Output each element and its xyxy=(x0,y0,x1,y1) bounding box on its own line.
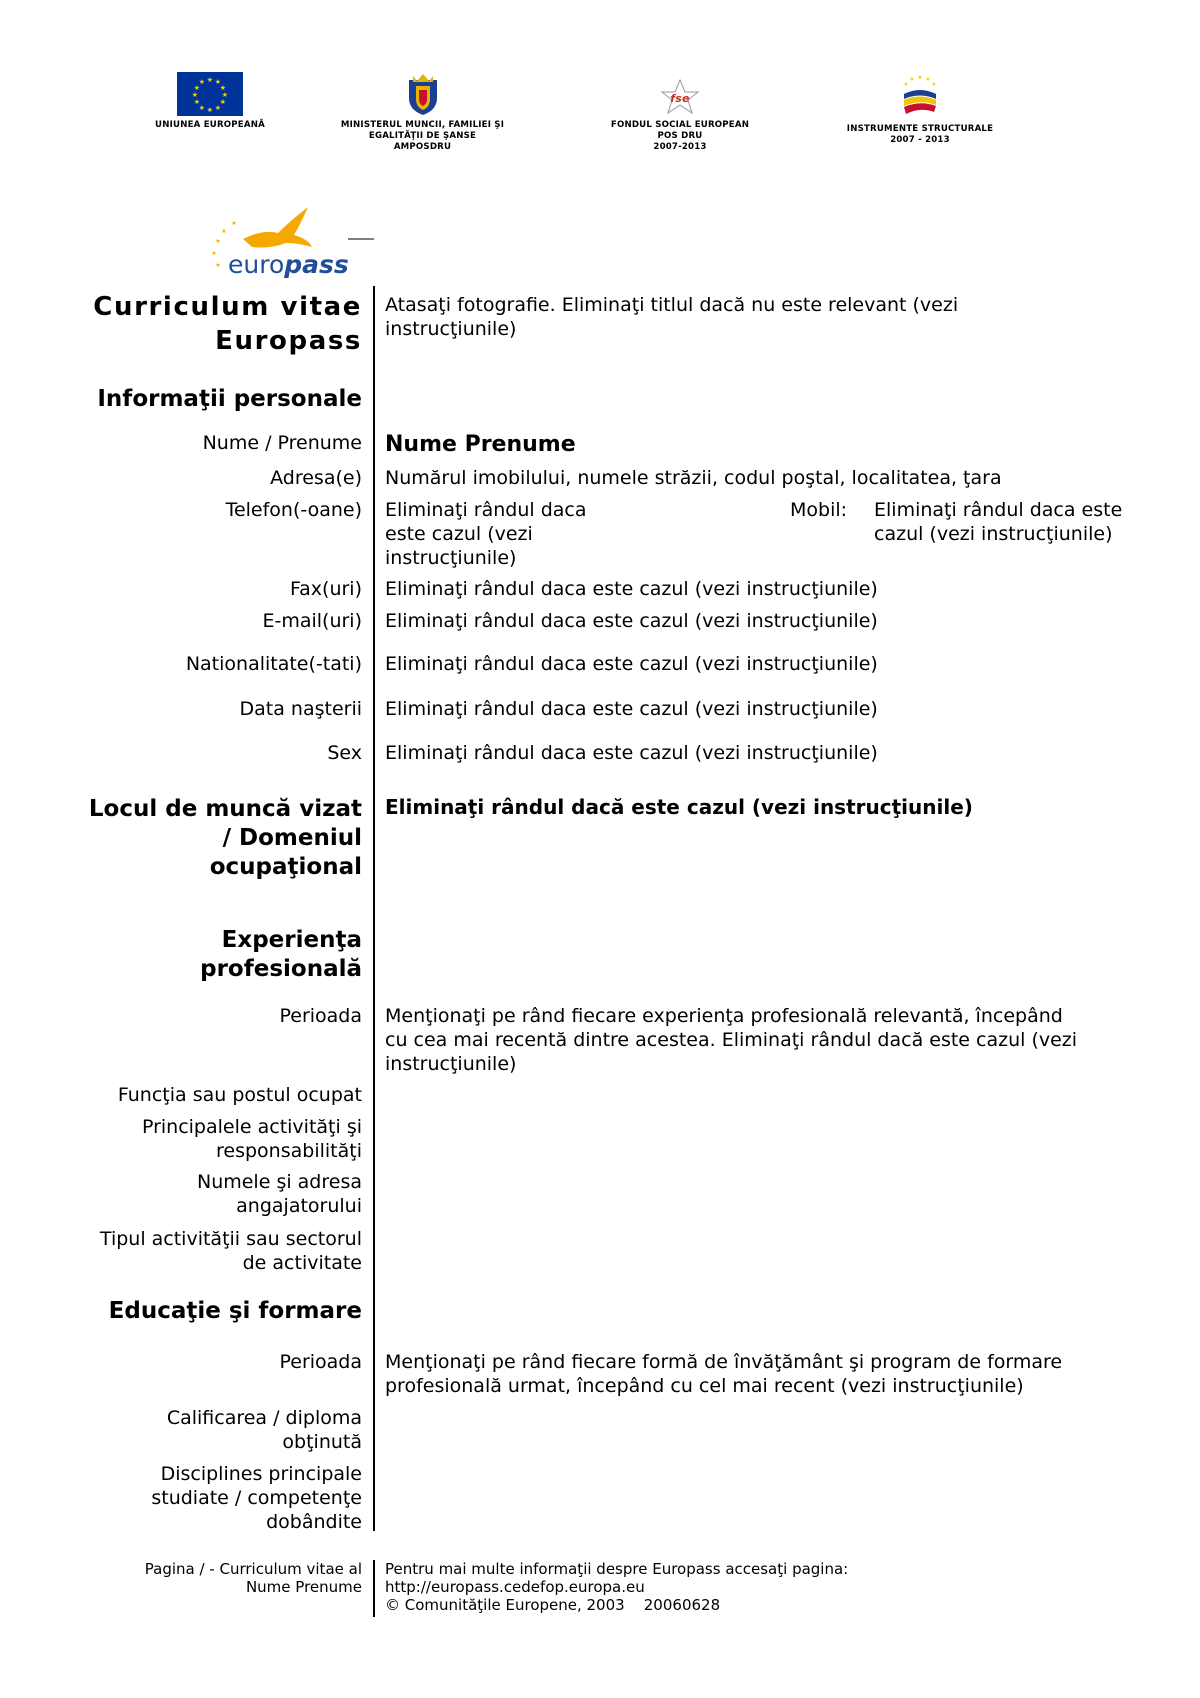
sector-label-line: de activitate xyxy=(242,1252,362,1274)
svg-text:★: ★ xyxy=(198,78,206,86)
activities-label-line: Principalele activităţi şi xyxy=(141,1116,362,1138)
svg-text:★: ★ xyxy=(231,220,237,227)
experience-period-line: instrucţiunile) xyxy=(385,1053,517,1075)
ministry-caption-line: AMPOSDRU xyxy=(393,142,452,152)
address-value: Numărul imobilului, numele străzii, codul poştal, localitatea, ţara xyxy=(385,467,1002,489)
mobile-value-line: cazul (vezi instrucţiunile) xyxy=(874,523,1113,545)
ministry-caption-line: EGALITĂŢII DE ŞANSE xyxy=(368,131,477,141)
experience-period-line: cu cea mai recentă dintre acestea. Eliminaţi rândul dacă este cazul (vezi xyxy=(385,1029,1078,1051)
svg-text:★: ★ xyxy=(925,76,931,83)
footer-europass-info xyxy=(385,1560,848,1614)
svg-text:★: ★ xyxy=(193,84,201,92)
subjects-label-line: dobândite xyxy=(266,1511,362,1533)
activities-label-line: responsabilităţi xyxy=(216,1140,362,1162)
position-label: Funcţia sau postul ocupat xyxy=(117,1084,362,1106)
experience-period-value xyxy=(385,1004,1077,1076)
fse-caption-line: POS DRU xyxy=(657,131,703,141)
desired-job-heading-line: Locul de muncă vizat xyxy=(88,796,362,822)
experience-period-label: Perioada xyxy=(279,1005,362,1027)
subjects-label-line: studiate / competenţe xyxy=(151,1487,362,1509)
svg-text:★: ★ xyxy=(214,78,222,86)
email-label: E-mail(uri) xyxy=(262,610,362,632)
cv-title-line: Europass xyxy=(215,326,362,356)
education-heading: Educaţie şi formare xyxy=(108,1298,362,1324)
svg-text:★: ★ xyxy=(917,74,923,81)
sex-label: Sex xyxy=(327,742,362,764)
instrumente-caption-line: INSTRUMENTE STRUCTURALE xyxy=(846,124,994,134)
svg-text:★: ★ xyxy=(215,238,221,245)
svg-text:★: ★ xyxy=(193,98,201,106)
footer-page-line: Pagina / - Curriculum vitae al xyxy=(144,1560,362,1578)
personal-info-heading: Informaţii personale xyxy=(97,386,362,412)
svg-text:★: ★ xyxy=(221,91,229,99)
sex-value: Eliminaţi rândul daca este cazul (vezi instrucţiunile) xyxy=(385,742,878,764)
logo-instrumente xyxy=(810,72,1030,146)
svg-text:★: ★ xyxy=(198,104,206,112)
eu-flag-icon xyxy=(177,72,243,116)
qualification-label xyxy=(167,1406,362,1454)
experience-heading-line: Experienţa xyxy=(221,927,362,953)
sector-label-line: Tipul activităţii sau sectorul xyxy=(99,1228,362,1250)
experience-heading-line: profesională xyxy=(200,956,362,982)
cv-title-line: Curriculum vitae xyxy=(93,292,362,322)
phone-label: Telefon(-oane) xyxy=(225,499,362,521)
svg-text:★: ★ xyxy=(206,106,214,114)
svg-text:★: ★ xyxy=(219,84,227,92)
desired-job-heading xyxy=(89,795,362,882)
ministry-caption xyxy=(300,120,545,153)
education-period-line: Menţionaţi pe rând fiecare formă de învăţământ şi program de formare xyxy=(385,1351,1063,1373)
experience-period-line: Menţionaţi pe rând fiecare experienţa profesională relevantă, începând xyxy=(385,1005,1063,1027)
fse-badge: fse xyxy=(670,92,690,105)
fse-caption xyxy=(560,120,800,153)
footer-page-line: Nume Prenume xyxy=(245,1578,362,1596)
svg-text:★: ★ xyxy=(215,262,221,269)
footer-europass-link[interactable]: http://europass.cedefop.europa.eu xyxy=(385,1578,645,1596)
instrumente-structurale-icon xyxy=(896,72,944,120)
footer-column-divider xyxy=(373,1560,375,1617)
employer-label xyxy=(197,1170,362,1218)
svg-text:★: ★ xyxy=(909,76,915,83)
name-value: Nume Prenume xyxy=(385,432,576,457)
instrumente-caption xyxy=(810,124,1030,146)
nationality-label: Nationalitate(-tati) xyxy=(185,653,362,675)
column-divider xyxy=(373,286,375,1531)
birth-date-value: Eliminaţi rândul daca este cazul (vezi instrucţiunile) xyxy=(385,698,878,720)
europass-logo-pass: pass xyxy=(284,250,349,279)
education-period-line: profesională urmat, începând cu cel mai recent (vezi instrucţiunile) xyxy=(385,1375,1024,1397)
fse-star-icon xyxy=(658,78,702,116)
fax-label: Fax(uri) xyxy=(289,578,362,600)
desired-job-heading-line: ocupaţional xyxy=(209,854,362,880)
europass-logo-euro: euro xyxy=(228,250,285,279)
sector-label xyxy=(100,1227,362,1275)
subjects-label-line: Disciplines principale xyxy=(160,1463,362,1485)
email-value: Eliminaţi rândul daca este cazul (vezi instrucţiunile) xyxy=(385,610,878,632)
nationality-value: Eliminaţi rândul daca este cazul (vezi instrucţiunile) xyxy=(385,653,878,675)
photo-hint-line: Atasaţi fotografie. Eliminaţi titlul dacă nu este relevant (vezi xyxy=(385,294,959,316)
photo-hint-line: instrucţiunile) xyxy=(385,318,517,340)
name-label: Nume / Prenume xyxy=(202,432,362,454)
romania-coat-of-arms-icon xyxy=(405,72,441,116)
mobile-value-line: Eliminaţi rândul daca este xyxy=(874,499,1123,521)
cv-title xyxy=(93,290,362,358)
fse-caption-line: 2007-2013 xyxy=(653,142,707,152)
activities-label xyxy=(142,1115,362,1163)
phone-value-line: Eliminaţi rândul daca xyxy=(385,499,587,521)
svg-text:★: ★ xyxy=(211,250,217,257)
fax-value: Eliminaţi rândul daca este cazul (vezi instrucţiunile) xyxy=(385,578,878,600)
logo-eu xyxy=(95,72,325,131)
experience-heading xyxy=(200,926,362,984)
employer-label-line: Numele şi adresa xyxy=(196,1171,362,1193)
svg-text:★: ★ xyxy=(214,104,222,112)
address-label: Adresa(e) xyxy=(270,467,362,489)
europass-figure-icon xyxy=(243,207,312,248)
svg-text:★: ★ xyxy=(191,91,199,99)
subjects-label xyxy=(151,1462,362,1534)
education-period-value xyxy=(385,1350,1062,1398)
phone-value-line: este cazul (vezi xyxy=(385,523,533,545)
footer-copyright: © Comunităţile Europene, 2003 20060628 xyxy=(385,1596,721,1614)
logo-fse xyxy=(560,78,800,153)
qualification-label-line: obţinută xyxy=(282,1431,362,1453)
employer-label-line: angajatorului xyxy=(236,1195,362,1217)
photo-hint xyxy=(385,293,958,341)
svg-text:europass xyxy=(228,250,349,279)
desired-job-heading-line: / Domeniul xyxy=(222,825,362,851)
desired-job-value: Eliminaţi rândul dacă este cazul (vezi instrucţiunile) xyxy=(385,795,973,819)
phone-value xyxy=(385,498,635,570)
mobile-label: Mobil: xyxy=(790,499,848,521)
footer-info-line: Pentru mai multe informaţii despre Europass accesaţi pagina: xyxy=(385,1560,849,1578)
phone-value-line: instrucţiunile) xyxy=(385,547,517,569)
svg-text:★: ★ xyxy=(219,98,227,106)
mobile-value xyxy=(874,498,1122,546)
svg-text:★: ★ xyxy=(903,81,909,88)
birth-date-label: Data naşterii xyxy=(239,698,362,720)
education-period-label: Perioada xyxy=(279,1351,362,1373)
europass-logo xyxy=(208,203,378,281)
eu-caption-line: UNIUNEA EUROPEANĂ xyxy=(155,120,265,130)
svg-text:★: ★ xyxy=(221,228,227,235)
qualification-label-line: Calificarea / diploma xyxy=(166,1407,362,1429)
logo-ministry xyxy=(300,72,545,153)
fse-caption-line: FONDUL SOCIAL EUROPEAN xyxy=(610,120,750,130)
svg-text:★: ★ xyxy=(206,76,214,84)
instrumente-caption-line: 2007 - 2013 xyxy=(890,135,950,145)
footer-page-info xyxy=(145,1560,362,1596)
ministry-caption-line: MINISTERUL MUNCII, FAMILIEI ŞI xyxy=(340,120,505,130)
svg-text:★: ★ xyxy=(931,81,937,88)
eu-caption xyxy=(95,120,325,131)
